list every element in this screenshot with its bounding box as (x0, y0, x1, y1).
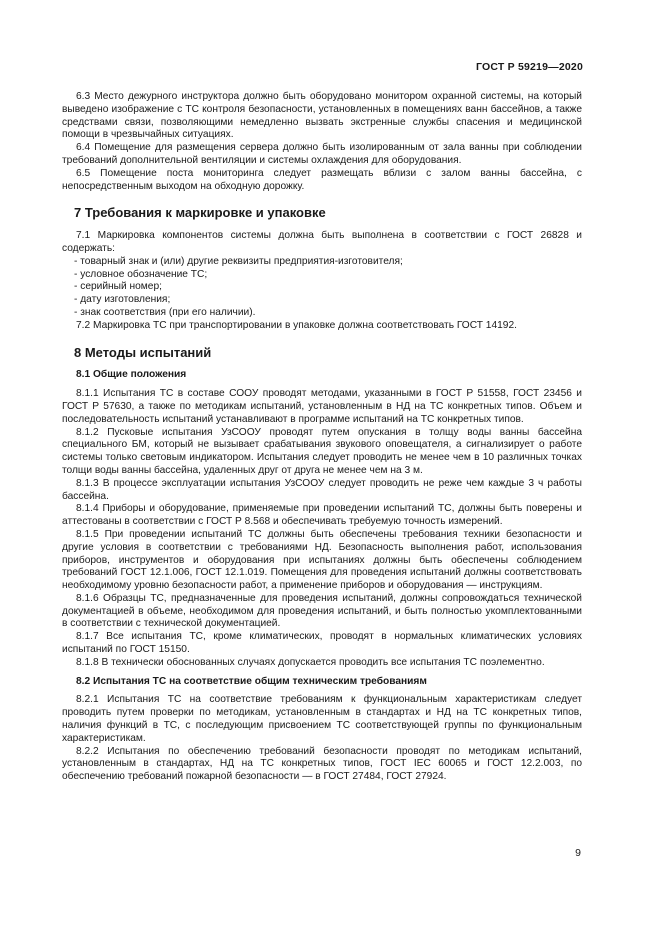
paragraph-8-1-1: 8.1.1 Испытания ТС в составе СООУ проводят методами, указанными в ГОСТ Р 51558, ГОСТ 23456 и ГОСТ Р 57630, а также по методикам испытаний, установленным в НД на ТС конкретных типов. Объем и последовательность испытаний устанавливают в программе испытаний на ТС конкретных типов. (62, 388, 582, 425)
paragraph-7-2: 7.2 Маркировка ТС при транспортировании в упаковке должна соответствовать ГОСТ 14192. (76, 319, 517, 331)
paragraph-8-1-2: 8.1.2 Пусковые испытания УзСООУ проводят путем опускания в толщу воды ванны бассейна специального БМ, который не вызывает срабатывания звукового оповещателя, а сигнализирует о работе системы только световым индикатором. Испытания следует проводить не менее чем в 10 различных точках толщи воды ванны бассейна, удаленных друг от друга не менее чем на 3 м. (62, 426, 582, 476)
list-item: - условное обозначение ТС; (74, 268, 208, 280)
paragraph-8-1-4: 8.1.4 Приборы и оборудование, применяемые при проведении испытаний ТС, должны быть поверены и аттестованы в соответствии с ГОСТ Р 8.568 и обеспечивать требуемую точность измерений. (62, 503, 582, 528)
list-item: - товарный знак и (или) другие реквизиты предприятия-изготовителя; (74, 255, 403, 267)
paragraph-6-4: 6.4 Помещение для размещения сервера должно быть изолированным от зала ванны при соблюдении требований дополнительной вентиляции и системы охлаждения для оборудования. (62, 142, 582, 166)
paragraph-8-1-6: 8.1.6 Образцы ТС, предназначенные для проведения испытаний, должны сопровождаться технической документацией в объеме, необходимом для проведения испытаний, и быть полностью укомплектованными в соответствии с технической документацией. (62, 592, 582, 630)
list-item: - серийный номер; (74, 281, 162, 293)
section-7-heading: 7 Требования к маркировке и упаковке (74, 205, 326, 221)
list-item: - дату изготовления; (74, 294, 171, 306)
section-8-heading: 8 Методы испытаний (74, 344, 212, 360)
paragraph-8-2-2: 8.2.2 Испытания по обеспечению требований безопасности проводят по методикам испытаний, установленным в стандартах, НД на ТС конкретных типов, ГОСТ IEC 60065 и ГОСТ 12.2.003, по обеспечению требований пожарной безопасности — в ГОСТ 27484, ГОСТ 27924. (62, 745, 582, 783)
document-header: ГОСТ Р 59219—2020 (475, 61, 583, 73)
subsection-8-1-heading: 8.1 Общие положения (76, 369, 187, 381)
paragraph-8-1-5: 8.1.5 При проведении испытаний ТС должны быть обеспечены требования техники безопасности и другие условия в соответствии с требованиями НД. Безопасность выполнения работ, использования приборов, инструментов и оборудования при испытаниях должны быть обеспечены соблюдением требований ГОСТ 12.1.006, ГОСТ 12.1.019. Помещения для проведения испытаний должны соответствовать необходимому уровню безопасности работ, а применение приборов и оборудования — инструкциям. (62, 528, 582, 592)
paragraph-6-3: 6.3 Место дежурного инструктора должно быть оборудовано монитором охранной системы, на который выведено изображение с ТС контроля безопасности, установленных в помещениях ванн бассейнов, а также средствами связи, позволяющими немедленно вызвать экстренные службы спасения и медицинской помощи в чрезвычайных ситуациях. (62, 91, 582, 141)
subsection-8-2-heading: 8.2 Испытания ТС на соответствие общим техническим требованиям (76, 675, 427, 687)
document-body (62, 91, 582, 784)
paragraph-8-1-7: 8.1.7 Все испытания ТС, кроме климатических, проводят в нормальных климатических условиях испытаний по ГОСТ 15150. (62, 631, 582, 656)
page-number: 9 (575, 847, 581, 859)
paragraph-8-1-8: 8.1.8 В технически обоснованных случаях допускается проводить все испытания ТС поэлементно. (76, 656, 545, 668)
paragraph-8-2-1: 8.2.1 Испытания ТС на соответствие требованиям к функциональным характеристикам следует проводить путем проверки по методикам, установленным в стандартах и НД на ТС конкретных типов, наличия функций в ТС, с последующим присвоением ТС соответствующей группы по функциональным характеристикам. (62, 694, 582, 744)
paragraph-8-1-3: 8.1.3 В процессе эксплуатации испытания УзСООУ следует проводить не реже чем каждые 3 ч работы бассейна. (62, 477, 582, 502)
list-item: - знак соответствия (при его наличии). (74, 306, 256, 318)
paragraph-7-1: 7.1 Маркировка компонентов системы должна быть выполнена в соответствии с ГОСТ 26828 и содержать: (62, 230, 582, 254)
paragraph-6-5: 6.5 Помещение поста мониторинга следует размещать вблизи с залом ванны бассейна, с непосредственным выходом на обходную дорожку. (62, 167, 582, 192)
